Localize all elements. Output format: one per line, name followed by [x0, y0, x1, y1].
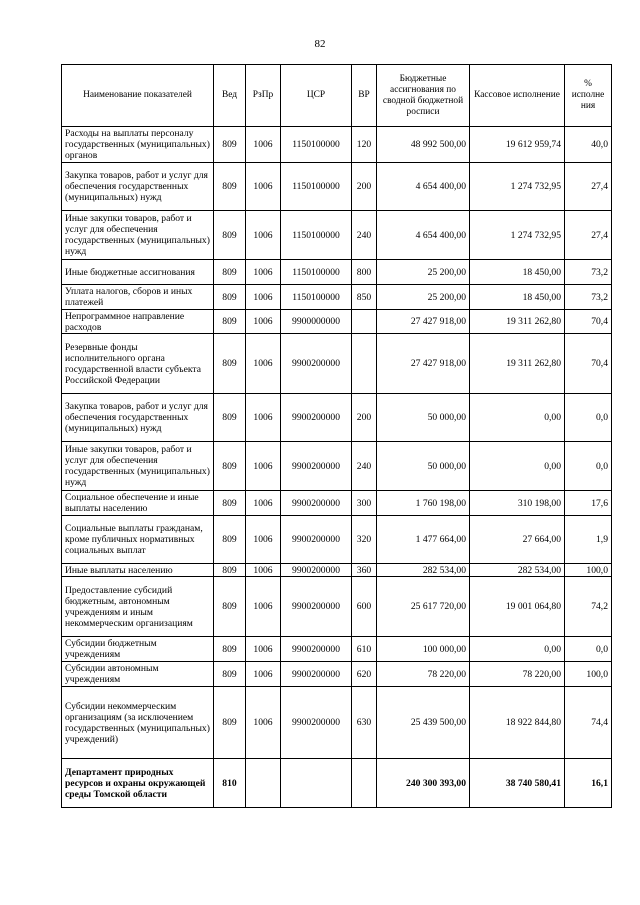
table-row [62, 211, 612, 260]
cell-csr: 9900200000 [281, 516, 352, 564]
table-row [62, 687, 612, 759]
cell-csr: 9900200000 [281, 442, 352, 491]
cell-percent: 16,1 [565, 759, 612, 808]
cell-name: Уплата налогов, сборов и иных платежей [62, 285, 214, 310]
table-row [62, 285, 612, 310]
cell-name: Субсидии некоммерческим организациям (за исключением государственных (муниципальных) учреждений) [62, 687, 214, 759]
cell-cash: 78 220,00 [470, 662, 565, 687]
cell-budget: 4 654 400,00 [377, 163, 470, 211]
budget-execution-table [61, 64, 612, 808]
cell-percent: 70,4 [565, 310, 612, 334]
cell-name: Иные закупки товаров, работ и услуг для обеспечения государственных (муниципальных) нужд [62, 442, 214, 491]
cell-csr: 9900200000 [281, 334, 352, 394]
cell-vr [352, 334, 377, 394]
cell-rzpr: 1006 [246, 211, 281, 260]
cell-percent: 73,2 [565, 260, 612, 285]
table-row [62, 127, 612, 163]
cell-name: Субсидии бюджетным учреждениям [62, 637, 214, 662]
cell-csr: 9900200000 [281, 687, 352, 759]
cell-cash: 27 664,00 [470, 516, 565, 564]
cell-name: Социальные выплаты гражданам, кроме публичных нормативных социальных выплат [62, 516, 214, 564]
cell-percent: 70,4 [565, 334, 612, 394]
cell-budget: 25 439 500,00 [377, 687, 470, 759]
cell-ved: 809 [214, 260, 246, 285]
cell-rzpr: 1006 [246, 163, 281, 211]
table-header-row [62, 65, 612, 127]
cell-rzpr: 1006 [246, 285, 281, 310]
cell-budget: 1 477 664,00 [377, 516, 470, 564]
cell-rzpr: 1006 [246, 577, 281, 637]
cell-csr: 9900000000 [281, 310, 352, 334]
cell-budget: 50 000,00 [377, 442, 470, 491]
cell-name: Департамент природных ресурсов и охраны окружающей среды Томской области [62, 759, 214, 808]
cell-rzpr: 1006 [246, 491, 281, 516]
cell-vr: 620 [352, 662, 377, 687]
cell-name: Иные бюджетные ассигнования [62, 260, 214, 285]
cell-csr: 9900200000 [281, 564, 352, 577]
cell-ved: 809 [214, 310, 246, 334]
cell-percent: 100,0 [565, 564, 612, 577]
cell-rzpr: 1006 [246, 334, 281, 394]
cell-csr: 9900200000 [281, 637, 352, 662]
cell-rzpr: 1006 [246, 260, 281, 285]
cell-csr: 9900200000 [281, 491, 352, 516]
cell-cash: 0,00 [470, 637, 565, 662]
cell-cash: 0,00 [470, 394, 565, 442]
cell-cash: 282 534,00 [470, 564, 565, 577]
cell-vr: 320 [352, 516, 377, 564]
cell-csr: 9900200000 [281, 662, 352, 687]
cell-ved: 809 [214, 637, 246, 662]
cell-vr: 360 [352, 564, 377, 577]
cell-name: Непрограммное направление расходов [62, 310, 214, 334]
cell-vr: 800 [352, 260, 377, 285]
cell-budget: 4 654 400,00 [377, 211, 470, 260]
table-row [62, 516, 612, 564]
cell-cash: 18 450,00 [470, 260, 565, 285]
cell-budget: 25 200,00 [377, 285, 470, 310]
header-percent: % исполне ния [565, 65, 612, 127]
cell-vr: 850 [352, 285, 377, 310]
header-vr: ВР [352, 65, 377, 127]
table-row [62, 491, 612, 516]
cell-percent: 73,2 [565, 285, 612, 310]
header-cash: Кассовое исполнение [470, 65, 565, 127]
header-ved: Вед [214, 65, 246, 127]
cell-ved: 809 [214, 577, 246, 637]
cell-csr: 9900200000 [281, 577, 352, 637]
cell-name: Иные выплаты населению [62, 564, 214, 577]
cell-budget: 25 617 720,00 [377, 577, 470, 637]
cell-budget: 50 000,00 [377, 394, 470, 442]
cell-rzpr: 1006 [246, 687, 281, 759]
cell-ved: 809 [214, 127, 246, 163]
table-row [62, 577, 612, 637]
cell-budget: 78 220,00 [377, 662, 470, 687]
cell-cash: 19 311 262,80 [470, 334, 565, 394]
cell-percent: 74,2 [565, 577, 612, 637]
cell-percent: 74,4 [565, 687, 612, 759]
cell-percent: 100,0 [565, 662, 612, 687]
cell-cash: 1 274 732,95 [470, 211, 565, 260]
cell-ved: 809 [214, 442, 246, 491]
cell-ved: 810 [214, 759, 246, 808]
cell-rzpr: 1006 [246, 637, 281, 662]
cell-ved: 809 [214, 564, 246, 577]
table-row [62, 334, 612, 394]
cell-rzpr: 1006 [246, 442, 281, 491]
cell-ved: 809 [214, 516, 246, 564]
cell-budget: 282 534,00 [377, 564, 470, 577]
cell-name: Иные закупки товаров, работ и услуг для обеспечения государственных (муниципальных) нужд [62, 211, 214, 260]
cell-name: Субсидии автономным учреждениям [62, 662, 214, 687]
cell-vr: 630 [352, 687, 377, 759]
cell-cash: 19 612 959,74 [470, 127, 565, 163]
cell-cash: 0,00 [470, 442, 565, 491]
cell-vr: 600 [352, 577, 377, 637]
cell-ved: 809 [214, 211, 246, 260]
cell-vr [352, 310, 377, 334]
cell-percent: 0,0 [565, 637, 612, 662]
table-row [62, 759, 612, 808]
cell-csr: 1150100000 [281, 260, 352, 285]
cell-vr: 240 [352, 442, 377, 491]
table-row [62, 260, 612, 285]
cell-ved: 809 [214, 334, 246, 394]
cell-rzpr: 1006 [246, 662, 281, 687]
cell-budget: 27 427 918,00 [377, 310, 470, 334]
header-rzpr: РзПр [246, 65, 281, 127]
cell-rzpr: 1006 [246, 564, 281, 577]
cell-name: Социальное обеспечение и иные выплаты населению [62, 491, 214, 516]
cell-percent: 0,0 [565, 394, 612, 442]
cell-percent: 27,4 [565, 211, 612, 260]
table-row [62, 637, 612, 662]
cell-budget: 100 000,00 [377, 637, 470, 662]
cell-csr: 1150100000 [281, 127, 352, 163]
cell-vr: 300 [352, 491, 377, 516]
table-row [62, 310, 612, 334]
table-row [62, 442, 612, 491]
cell-vr: 240 [352, 211, 377, 260]
cell-rzpr: 1006 [246, 127, 281, 163]
cell-csr [281, 759, 352, 808]
cell-budget: 27 427 918,00 [377, 334, 470, 394]
cell-percent: 0,0 [565, 442, 612, 491]
table-row [62, 564, 612, 577]
cell-cash: 18 922 844,80 [470, 687, 565, 759]
header-budget: Бюджетные ассигнования по сводной бюджетной росписи [377, 65, 470, 127]
cell-vr: 610 [352, 637, 377, 662]
cell-name: Закупка товаров, работ и услуг для обеспечения государственных (муниципальных) нужд [62, 163, 214, 211]
cell-name: Резервные фонды исполнительного органа государственной власти субъекта Российской Федерации [62, 334, 214, 394]
cell-rzpr [246, 759, 281, 808]
cell-budget: 25 200,00 [377, 260, 470, 285]
cell-cash: 18 450,00 [470, 285, 565, 310]
cell-cash: 38 740 580,41 [470, 759, 565, 808]
cell-cash: 19 001 064,80 [470, 577, 565, 637]
cell-percent: 1,9 [565, 516, 612, 564]
cell-vr [352, 759, 377, 808]
cell-percent: 17,6 [565, 491, 612, 516]
cell-vr: 200 [352, 163, 377, 211]
cell-ved: 809 [214, 687, 246, 759]
cell-rzpr: 1006 [246, 310, 281, 334]
cell-csr: 1150100000 [281, 211, 352, 260]
cell-vr: 120 [352, 127, 377, 163]
cell-cash: 19 311 262,80 [470, 310, 565, 334]
cell-csr: 9900200000 [281, 394, 352, 442]
cell-name: Предоставление субсидий бюджетным, автономным учреждениям и иным некоммерческим организациям [62, 577, 214, 637]
table-body [62, 127, 612, 808]
table-row [62, 163, 612, 211]
cell-ved: 809 [214, 491, 246, 516]
cell-csr: 1150100000 [281, 285, 352, 310]
header-name: Наименование показателей [62, 65, 214, 127]
cell-csr: 1150100000 [281, 163, 352, 211]
cell-budget: 1 760 198,00 [377, 491, 470, 516]
cell-name: Закупка товаров, работ и услуг для обеспечения государственных (муниципальных) нужд [62, 394, 214, 442]
cell-budget: 48 992 500,00 [377, 127, 470, 163]
cell-ved: 809 [214, 285, 246, 310]
page-number: 82 [314, 38, 326, 50]
cell-ved: 809 [214, 662, 246, 687]
table-row [62, 394, 612, 442]
cell-cash: 1 274 732,95 [470, 163, 565, 211]
cell-rzpr: 1006 [246, 394, 281, 442]
cell-ved: 809 [214, 163, 246, 211]
cell-rzpr: 1006 [246, 516, 281, 564]
header-csr: ЦСР [281, 65, 352, 127]
table-row [62, 662, 612, 687]
cell-percent: 40,0 [565, 127, 612, 163]
cell-name: Расходы на выплаты персоналу государственных (муниципальных) органов [62, 127, 214, 163]
cell-budget: 240 300 393,00 [377, 759, 470, 808]
cell-ved: 809 [214, 394, 246, 442]
cell-cash: 310 198,00 [470, 491, 565, 516]
cell-vr: 200 [352, 394, 377, 442]
cell-percent: 27,4 [565, 163, 612, 211]
